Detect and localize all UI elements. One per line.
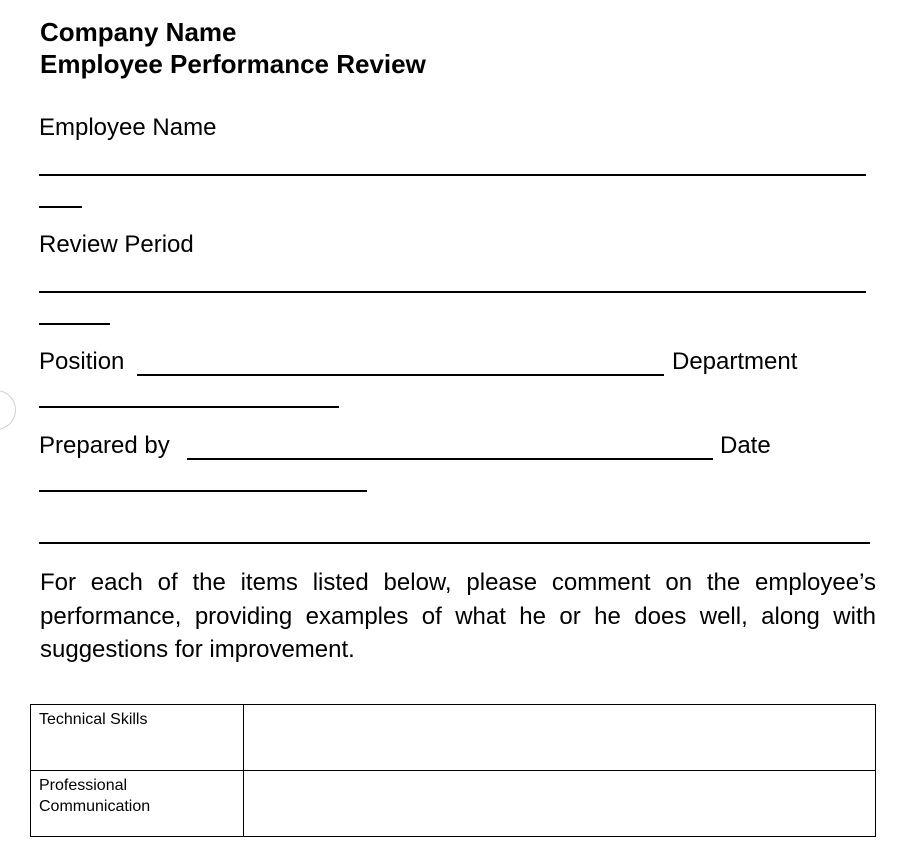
position-label: Position	[39, 348, 125, 375]
employee-name-label: Employee Name	[39, 114, 217, 141]
review-period-blank[interactable]	[39, 291, 866, 293]
prepared-by-blank[interactable]	[187, 458, 713, 460]
department-label: Department	[672, 348, 798, 375]
date-blank[interactable]	[39, 490, 367, 492]
comment-cell[interactable]	[244, 771, 876, 837]
review-table	[30, 704, 876, 837]
employee-name-blank[interactable]	[39, 174, 866, 176]
date-label: Date	[720, 432, 771, 459]
position-blank[interactable]	[137, 374, 664, 376]
instructions-paragraph: For each of the items listed below, please comment on the employee’s performance, providing examples of what he or he does well, along with suggestions for improvement.	[40, 569, 876, 663]
side-handle[interactable]	[0, 390, 16, 430]
table-row	[31, 771, 876, 837]
review-period-blank-continued[interactable]	[39, 323, 110, 325]
category-cell: Technical Skills	[31, 705, 244, 771]
category-cell: Professional Communication	[31, 771, 244, 837]
section-divider	[39, 542, 870, 544]
table-row	[31, 705, 876, 771]
prepared-by-label: Prepared by	[39, 432, 170, 459]
employee-name-blank-continued[interactable]	[39, 206, 82, 208]
review-period-label: Review Period	[39, 231, 194, 258]
document-title: Employee Performance Review	[40, 49, 426, 79]
company-name: Company Name	[40, 17, 237, 47]
comment-cell[interactable]	[244, 705, 876, 771]
department-blank[interactable]	[39, 406, 339, 408]
